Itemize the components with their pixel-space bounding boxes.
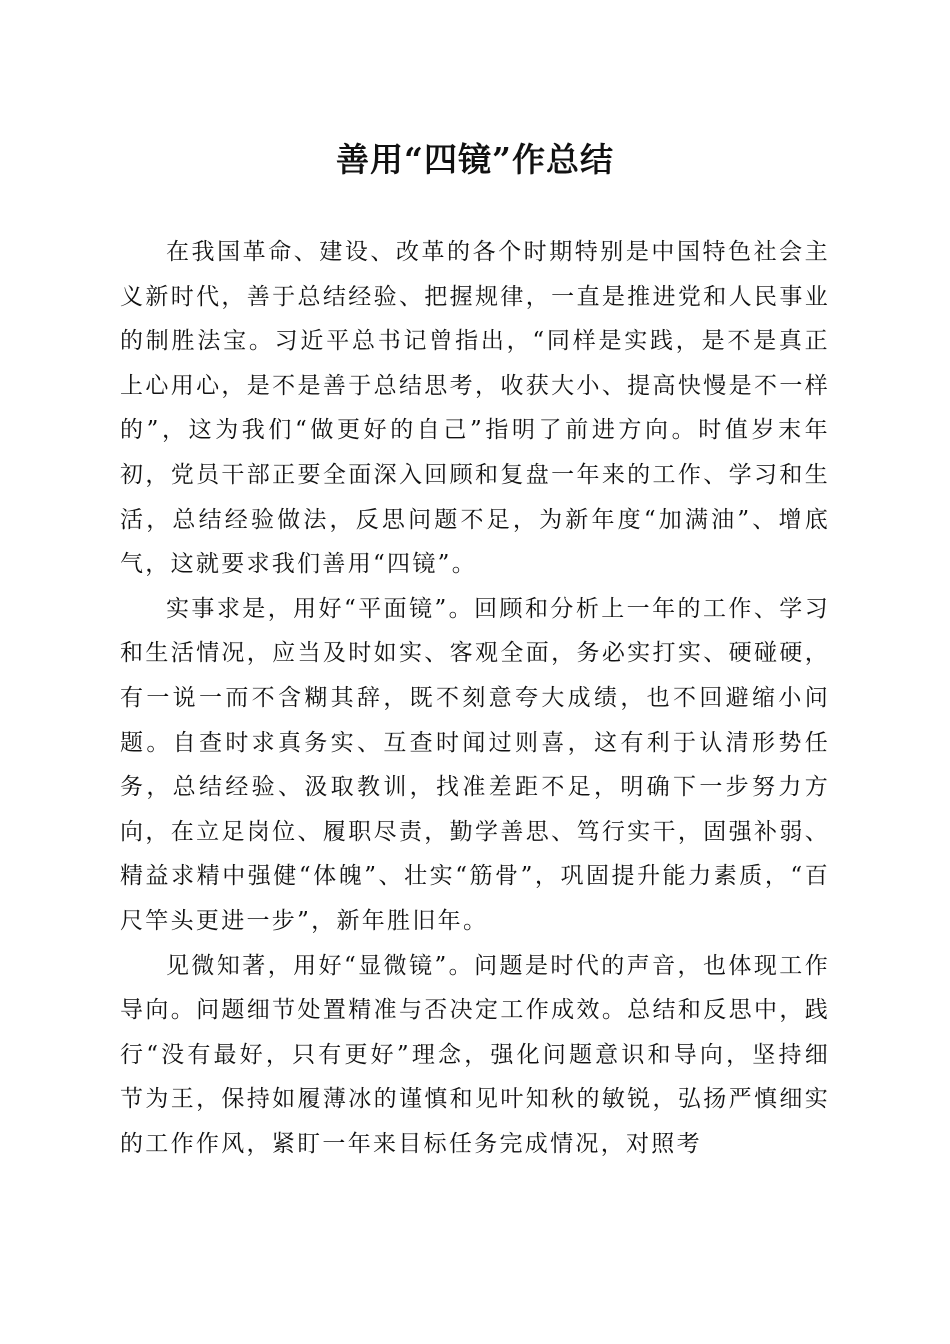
- paragraph-microscope: 见微知著，用好“显微镜”。问题是时代的声音，也体现工作导向。问题细节处置精准与否决定工作成效。总结和反思中，践行“没有最好，只有更好”理念，强化问题意识和导向，坚持细节为王，保持如履薄冰的谨慎和见叶知秋的敏锐，弘扬严慎细实的工作作风，紧盯一年来目标任务完成情况，对照考: [120, 952, 830, 1157]
- paragraph-plane-mirror: 实事求是，用好“平面镜”。回顾和分析上一年的工作、学习和生活情况，应当及时如实、客观全面，务必实打实、硬碰硬，有一说一而不含糊其辞，既不刻意夸大成绩，也不回避缩小问题。自查时求真务实、互查时闻过则喜，这有利于认清形势任务，总结经验、汲取教训，找准差距不足，明确下一步努力方向，在立足岗位、履职尽责，勤学善思、笃行实干，固强补弱、精益求精中强健“体魄”、壮实“筋骨”，巩固提升能力素质，“百尺竿头更进一步”，新年胜旧年。: [120, 595, 830, 934]
- document-title: 善用“四镜”作总结: [336, 140, 614, 179]
- paragraph-intro: 在我国革命、建设、改革的各个时期特别是中国特色社会主义新时代，善于总结经验、把握规律，一直是推进党和人民事业的制胜法宝。习近平总书记曾指出，“同样是实践，是不是真正上心用心，是不是善于总结思考，收获大小、提高快慢是不一样的”，这为我们“做更好的自己”指明了前进方向。时值岁末年初，党员干部正要全面深入回顾和复盘一年来的工作、学习和生活，总结经验做法，反思问题不足，为新年度“加满油”、增底气，这就要求我们善用“四镜”。: [120, 239, 830, 578]
- document-body: [120, 230, 830, 1166]
